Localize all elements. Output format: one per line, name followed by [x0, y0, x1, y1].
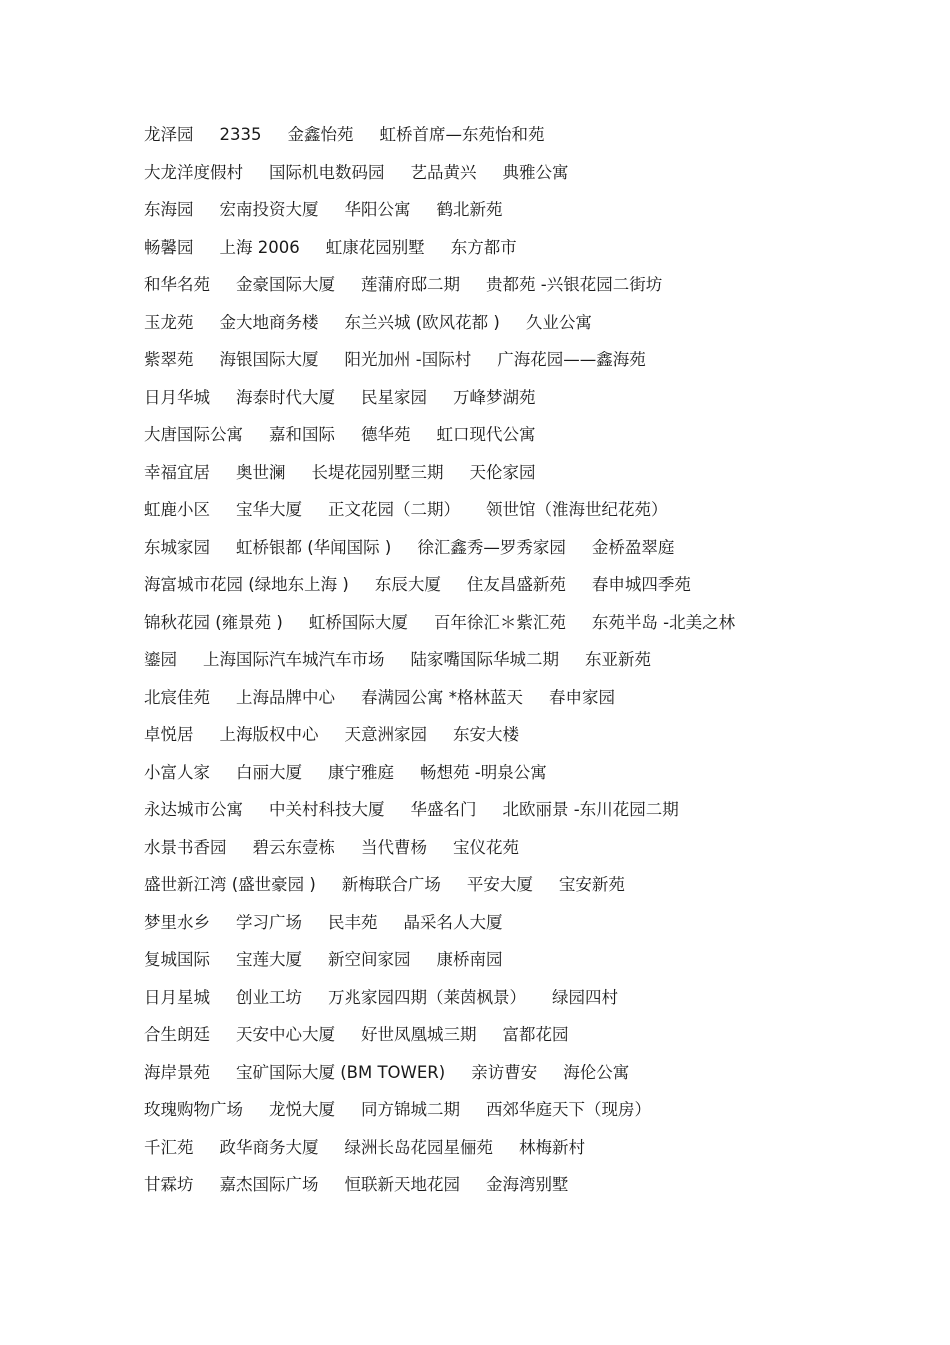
- residence-name: 玫瑰购物广场: [144, 1100, 243, 1119]
- residence-name: 嘉和国际: [269, 425, 335, 444]
- residence-name: 西郊华庭天下（现房）: [486, 1100, 651, 1119]
- text-line: [144, 797, 924, 835]
- residence-name: 盛世新江湾 (盛世豪园 ): [144, 875, 316, 894]
- residence-name: 绿园四村: [552, 987, 618, 1007]
- residence-name: 莲蒲府邸二期: [361, 275, 460, 294]
- residence-name: 白丽大厦: [236, 762, 302, 782]
- residence-name: 东城家园: [144, 537, 210, 557]
- text-line: [144, 910, 924, 948]
- residence-name: 学习广场: [236, 912, 302, 932]
- residence-name: 碧云东壹栋: [252, 837, 335, 857]
- residence-name: 康宁雅庭: [328, 762, 394, 782]
- residence-name: 天意洲家园: [344, 725, 427, 744]
- residence-name: 创业工坊: [236, 987, 302, 1007]
- text-line: [144, 722, 924, 760]
- residence-name: 金海湾别墅: [486, 1175, 569, 1194]
- residence-name: 亲访曹安: [471, 1062, 538, 1082]
- residence-name: 龙悦大厦: [269, 1100, 335, 1119]
- residence-name: 徐汇鑫秀—罗秀家园: [417, 537, 566, 557]
- residence-name: 大唐国际公寓: [144, 425, 243, 444]
- text-line: [144, 385, 924, 423]
- residence-name: 合生朗廷: [144, 1025, 210, 1044]
- residence-name: 春申城四季苑: [591, 575, 691, 594]
- residence-name: 紫翠苑: [144, 350, 194, 369]
- text-line: [144, 122, 924, 160]
- text-line: [144, 272, 924, 310]
- residence-name: 畅想苑 -明泉公寓: [420, 762, 547, 782]
- residence-name: 领世馆（淮海世纪花苑）: [486, 500, 668, 519]
- text-line: [144, 835, 924, 873]
- residence-name: 好世凤凰城三期: [361, 1025, 477, 1044]
- text-line: [144, 347, 924, 385]
- residence-name: 长堤花园别墅三期: [311, 462, 444, 482]
- residence-name-list: [144, 122, 924, 1210]
- residence-name: 东海园: [144, 200, 194, 219]
- text-line: [144, 310, 924, 348]
- residence-name: 鎏园: [144, 650, 177, 669]
- residence-name: 龙泽园: [144, 125, 194, 144]
- residence-name: 百年徐汇＊紫汇苑: [433, 612, 566, 632]
- residence-name: 陆家嘴国际华城二期: [410, 650, 559, 669]
- text-line: [144, 422, 924, 460]
- residence-name: 2335: [219, 125, 262, 144]
- residence-name: 玉龙苑: [144, 312, 194, 332]
- residence-name: 小富人家: [144, 762, 210, 782]
- residence-name: 虹口现代公寓: [436, 425, 536, 444]
- residence-name: 梦里水乡: [144, 912, 210, 932]
- residence-name: 水景书香园: [144, 837, 227, 857]
- text-line: [144, 1172, 924, 1210]
- residence-name: 日月华城: [144, 387, 210, 407]
- residence-name: 当代曹杨: [361, 837, 427, 857]
- residence-name: 日月星城: [144, 987, 210, 1007]
- residence-name: 典雅公寓: [502, 162, 569, 182]
- residence-name: 上海品牌中心: [236, 687, 335, 707]
- residence-name: 海富城市花园 (绿地东上海 ): [144, 575, 349, 594]
- residence-name: 东辰大厦: [374, 575, 441, 594]
- residence-name: 北欧丽景 -东川花园二期: [502, 800, 679, 819]
- residence-name: 同方锦城二期: [361, 1100, 460, 1119]
- text-line: [144, 610, 924, 648]
- residence-name: 恒联新天地花园: [344, 1175, 460, 1194]
- residence-name: 虹桥国际大厦: [308, 612, 408, 632]
- residence-name: 久业公寓: [525, 312, 592, 332]
- residence-name: 上海 2006: [219, 237, 300, 257]
- text-line: [144, 572, 924, 610]
- residence-name: 富都花园: [502, 1025, 569, 1044]
- residence-name: 幸福宜居: [144, 462, 210, 482]
- text-line: [144, 1060, 924, 1098]
- residence-name: 上海国际汽车城汽车市场: [203, 650, 385, 669]
- text-line: [144, 760, 924, 798]
- residence-name: 虹桥首席—东苑怡和苑: [379, 125, 545, 144]
- residence-name: 虹康花园别墅: [325, 237, 425, 257]
- text-line: [144, 197, 924, 235]
- residence-name: 上海版权中心: [219, 725, 319, 744]
- text-line: [144, 1022, 924, 1060]
- residence-name: 永达城市公寓: [144, 800, 243, 819]
- residence-name: 德华苑: [361, 425, 411, 444]
- residence-name: 海伦公寓: [563, 1062, 630, 1082]
- residence-name: 金豪国际大厦: [236, 275, 335, 294]
- residence-name: 宏南投资大厦: [219, 200, 319, 219]
- residence-name: 贵都苑 -兴银花园二街坊: [486, 275, 663, 294]
- residence-name: 北宸佳苑: [144, 687, 210, 707]
- residence-name: 千汇苑: [144, 1137, 194, 1157]
- residence-name: 春申家园: [549, 687, 615, 707]
- residence-name: 康桥南园: [436, 950, 503, 969]
- residence-name: 住友昌盛新苑: [466, 575, 566, 594]
- residence-name: 绿洲长岛花园星俪苑: [344, 1137, 493, 1157]
- residence-name: 天伦家园: [469, 462, 536, 482]
- residence-name: 金大地商务楼: [219, 312, 319, 332]
- residence-name: 和华名苑: [144, 275, 210, 294]
- text-line: [144, 160, 924, 198]
- residence-name: 东安大楼: [453, 725, 519, 744]
- residence-name: 金桥盈翠庭: [591, 537, 675, 557]
- residence-name: 东方都市: [450, 237, 517, 257]
- residence-name: 广海花园——鑫海苑: [497, 350, 646, 369]
- residence-name: 卓悦居: [144, 725, 194, 744]
- residence-name: 虹鹿小区: [144, 500, 210, 519]
- residence-name: 天安中心大厦: [236, 1025, 335, 1044]
- residence-name: 华阳公寓: [344, 200, 411, 219]
- residence-name: 阳光加州 -国际村: [344, 350, 472, 369]
- text-line: [144, 985, 924, 1023]
- residence-name: 金鑫怡苑: [287, 125, 354, 144]
- residence-name: 东苑半岛 -北美之林: [591, 612, 736, 632]
- residence-name: 正文花园（二期）: [328, 500, 460, 519]
- residence-name: 锦秋花园 (雍景苑 ): [144, 612, 283, 632]
- residence-name: 虹桥银都 (华闻国际 ): [236, 537, 392, 557]
- text-line: [144, 947, 924, 985]
- residence-name: 海岸景苑: [144, 1062, 210, 1082]
- residence-name: 中关村科技大厦: [269, 800, 385, 819]
- residence-name: 春满园公寓 *格林蓝天: [361, 687, 523, 707]
- text-line: [144, 647, 924, 685]
- residence-name: 嘉杰国际广场: [219, 1175, 319, 1194]
- residence-name: 林梅新村: [519, 1137, 585, 1157]
- residence-name: 政华商务大厦: [219, 1137, 319, 1157]
- text-line: [144, 235, 924, 273]
- residence-name: 艺品黄兴: [410, 162, 477, 182]
- residence-name: 新梅联合广场: [341, 875, 441, 894]
- residence-name: 东亚新苑: [585, 650, 651, 669]
- residence-name: 畅馨园: [144, 237, 194, 257]
- text-line: [144, 1135, 924, 1173]
- residence-name: 宝华大厦: [236, 500, 302, 519]
- text-line: [144, 685, 924, 723]
- residence-name: 民丰苑: [328, 912, 378, 932]
- text-line: [144, 497, 924, 535]
- residence-name: 复城国际: [144, 950, 210, 969]
- text-line: [144, 535, 924, 573]
- residence-name: 国际机电数码园: [269, 162, 385, 182]
- residence-name: 甘霖坊: [144, 1175, 194, 1194]
- residence-name: 晶采名人大厦: [403, 912, 503, 932]
- text-line: [144, 1097, 924, 1135]
- residence-name: 新空间家园: [328, 950, 411, 969]
- residence-name: 平安大厦: [466, 875, 533, 894]
- residence-name: 宝安新苑: [558, 875, 625, 894]
- residence-name: 宝矿国际大厦 (BM TOWER): [236, 1062, 446, 1082]
- residence-name: 鹤北新苑: [436, 200, 503, 219]
- residence-name: 海泰时代大厦: [236, 387, 335, 407]
- residence-name: 华盛名门: [410, 800, 477, 819]
- text-line: [144, 872, 924, 910]
- residence-name: 大龙洋度假村: [144, 162, 243, 182]
- text-line: [144, 460, 924, 498]
- residence-name: 宝莲大厦: [236, 950, 302, 969]
- residence-name: 宝仪花苑: [453, 837, 519, 857]
- residence-name: 奥世澜: [236, 462, 286, 482]
- residence-name: 东兰兴城 (欧风花都 ): [344, 312, 500, 332]
- residence-name: 海银国际大厦: [219, 350, 319, 369]
- residence-name: 万兆家园四期（莱茵枫景）: [328, 987, 526, 1007]
- residence-name: 万峰梦湖苑: [453, 387, 536, 407]
- residence-name: 民星家园: [361, 387, 427, 407]
